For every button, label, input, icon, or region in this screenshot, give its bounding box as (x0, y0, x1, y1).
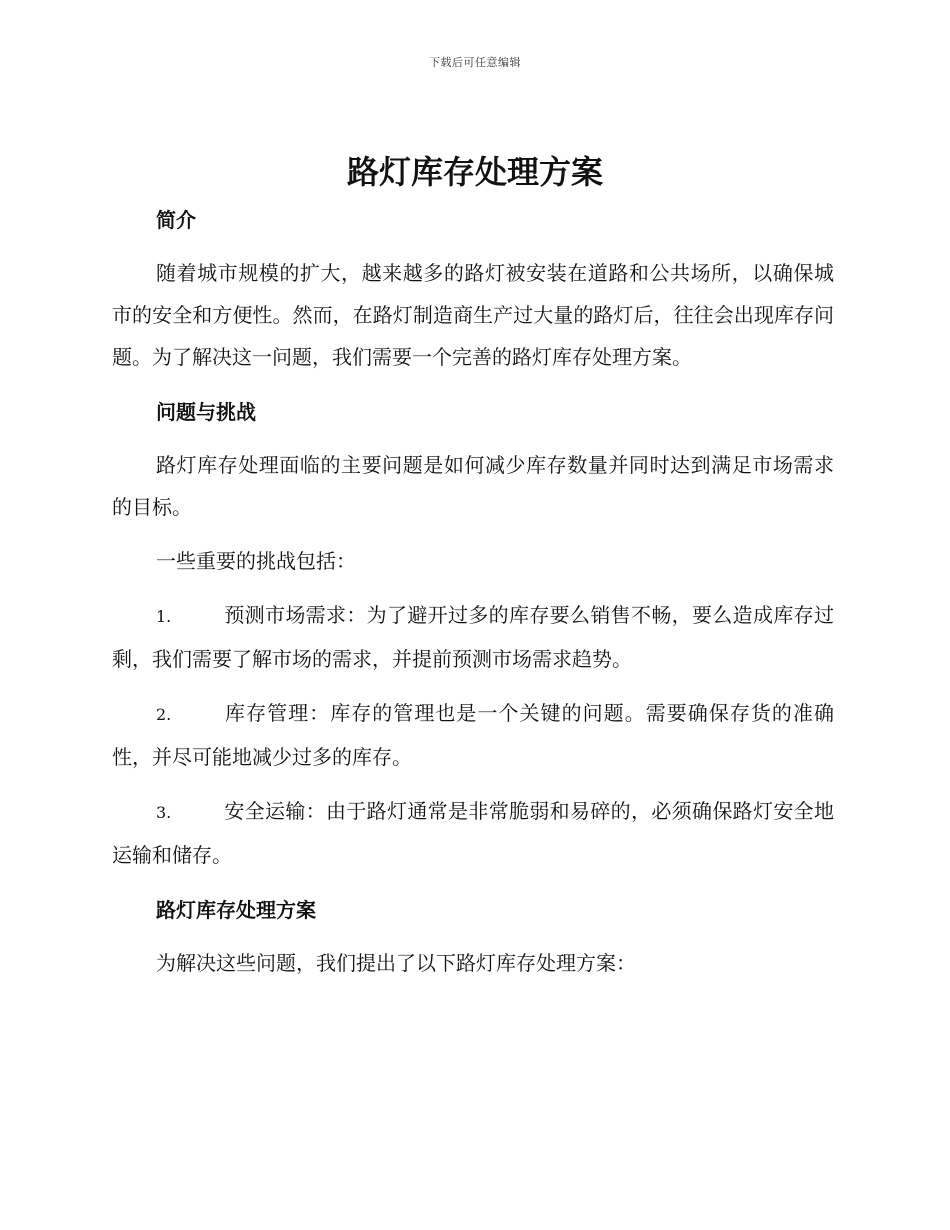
list-number: 3. (156, 803, 172, 822)
solution-paragraph: 为解决这些问题，我们提出了以下路灯库存处理方案： (156, 951, 636, 975)
list-number: 2. (156, 705, 172, 724)
list-item-text: 安全运输：由于路灯通常是非常脆弱和易碎的，必须确保路灯安全地运输和储存。 (112, 799, 834, 867)
page-header-note: 下载后可任意编辑 (429, 56, 521, 69)
section-heading-challenges: 问题与挑战 (156, 400, 256, 424)
list-item-text: 库存管理：库存的管理也是一个关键的问题。需要确保存货的准确性，并尽可能地减少过多的库存。 (112, 701, 834, 769)
section-heading-solution: 路灯库存处理方案 (156, 898, 316, 922)
challenges-paragraph: 路灯库存处理面临的主要问题是如何减少库存数量并同时达到满足市场需求的目标。 (112, 453, 834, 519)
document-title: 路灯库存处理方案 (346, 153, 603, 191)
section-heading-intro: 简介 (156, 208, 196, 232)
list-item (112, 692, 834, 778)
challenges-lead: 一些重要的挑战包括： (156, 549, 356, 573)
intro-paragraph: 随着城市规模的扩大，越来越多的路灯被安装在道路和公共场所，以确保城市的安全和方便性。然而，在路灯制造商生产过大量的路灯后，往往会出现库存问题。为了解决这一问题，我们需要一个完善的路灯库存处理方案。 (112, 261, 834, 369)
list-item-text: 预测市场需求：为了避开过多的库存要么销售不畅，要么造成库存过剩，我们需要了解市场的需求，并提前预测市场需求趋势。 (112, 603, 834, 671)
list-item (112, 594, 834, 680)
list-number: 1. (156, 607, 172, 626)
document-body (112, 200, 834, 984)
list-item (112, 790, 834, 876)
